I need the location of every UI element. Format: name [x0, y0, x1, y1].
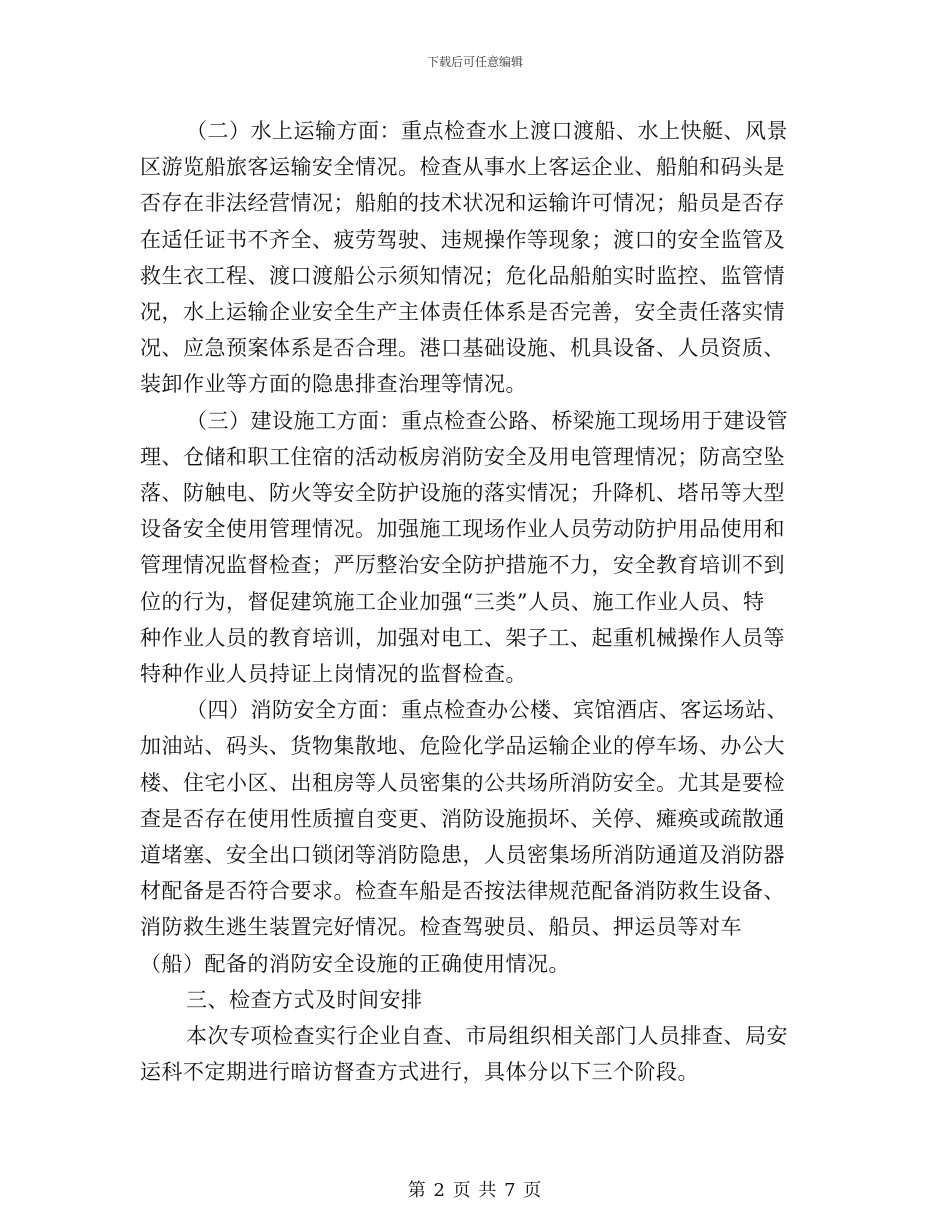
section-heading-inspection-method: 三、检查方式及时间安排 — [186, 987, 423, 1012]
paragraph-inspection-method: 本次专项检查实行企业自查、市局组织相关部门人员排查、局安 运科不定期进行暗访督查方式进行，具体分以下三个阶段。 — [140, 1024, 788, 1085]
document-body — [140, 113, 816, 1090]
paragraph-water-transport: （二）水上运输方面：重点检查水上渡口渡船、水上快艇、风景 区游览船旅客运输安全情况。检查从事水上客运企业、船舶和码头是 否存在非法经营情况；船舶的技术状况和运输许可情况；船员是否存 在适任证书不齐全、疲劳驾驶、违规操作等现象；渡口的安全监管及 救生衣工程、渡口渡船公示须知情况；危化品船舶实时监控、监管情 况，水上运输企业安全生产主体责任体系是否完善，安全责任落实情 况、应急预案体系是否合理。港口基础设施、机具设备、人员资质、 装卸作业等方面的隐患排查治理等情况。 — [140, 119, 788, 397]
paragraph-fire-safety: （四）消防安全方面：重点检查办公楼、宾馆酒店、客运场站、 加油站、码头、货物集散地、危险化学品运输企业的停车场、办公大 楼、住宅小区、出租房等人员密集的公共场所消防安全。尤其是要检 查是否存在使用性质擅自变更、消防设施损坏、关停、瘫痪或疏散通 道堵塞、安全出口锁闭等消防隐患，人员密集场所消防通道及消防器 材配备是否符合要求。检查车船是否按法律规范配备消防救生设备、 消防救生逃生装置完好情况。检查驾驶员、船员、押运员等对车 （船）配备的消防安全设施的正确使用情况。 — [140, 698, 788, 976]
paragraph-construction: （三）建设施工方面：重点检查公路、桥梁施工现场用于建设管 理、仓储和职工住宿的活动板房消防安全及用电管理情况；防高空坠 落、防触电、防火等安全防护设施的落实情况；升降机、塔吊等大型 设备安全使用管理情况。加强施工现场作业人员劳动防护用品使用和 管理情况监督检查；严厉整治安全防护措施不力，安全教育培训不到 位的行为，督促建筑施工企业加强“三类”人员、施工作业人员、特 种作业人员的教育培训，加强对电工、架子工、起重机械操作人员等 特种作业人员持证上岗情况的监督检查。 — [140, 408, 788, 687]
header-note: 下载后可任意编辑 — [426, 55, 523, 69]
page-number: 第 2 页 共 7 页 — [407, 1180, 543, 1201]
